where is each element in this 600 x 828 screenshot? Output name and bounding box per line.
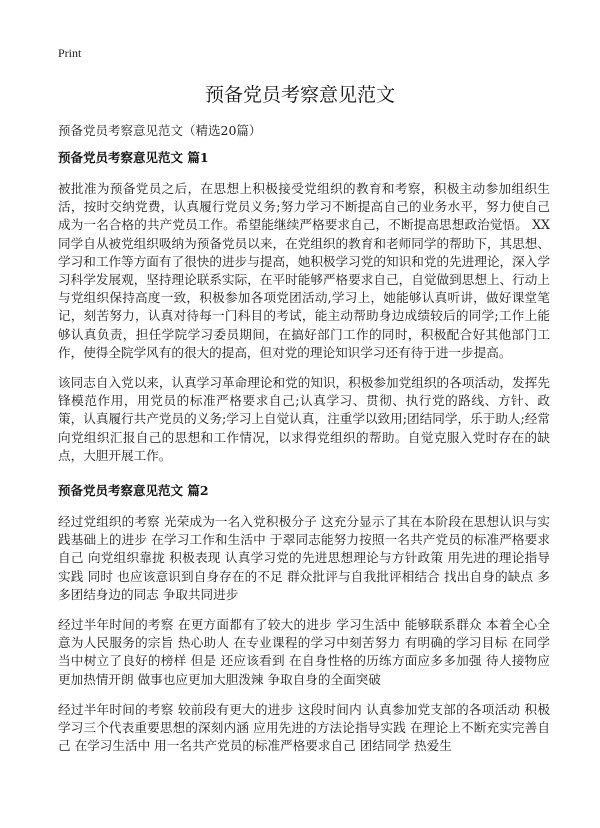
section-heading-1: 预备党员考察意见范文 篇1 [58, 150, 209, 165]
paragraph: 经过党组织的考察 光荣成为一名入党积极分子 这充分显示了其在本阶段在思想认识与实践基础上的进步 在学习工作和生活中 于翠同志能努力按照一名共产党员的标准严格要求自己 向党组织靠拢 积极表现 认真学习党的先进思想理论与方针政策 用先进的理论指导实践 同时 也应该意识到自身存在的不足 群众批评与自我批评相结合 找出自身的缺点 多多团结身边的同志 争取共同进步 [58, 514, 550, 602]
print-link[interactable]: Print [58, 46, 82, 60]
document-body [58, 150, 550, 767]
document-intro: 预备党员考察意见范文（精选20篇） [58, 123, 262, 138]
paragraph: 经过半年时间的考察 在更方面都有了较大的进步 学习生活中 能够联系群众 本着全心全意为人民服务的宗旨 热心助人 在专业课程的学习中刻苦努力 有明确的学习目标 在同学当中树立了良好的榜样 但是 还应该看到 在自身性格的历练方面应多多加强 待人接物应更加热情开朗 做事也应更加大胆泼辣 争取自身的全面突破 [58, 617, 550, 687]
section-heading-2: 预备党员考察意见范文 篇2 [58, 483, 209, 499]
document-title: 预备党员考察意见范文 [204, 84, 395, 106]
paragraph: 被批准为预备党员之后，在思想上积极接受党组织的教育和考察，积极主动参加组织生活，按时交纳党费，认真履行党员义务;努力学习不断提高自己的业务水平，努力使自己成为一名合格的共产党员工作。希望能继续严格要求自己，不断提高思想政治觉悟。 XX同学自从被党组织吸纳为预备党员以来，在党组织的教育和老师同学的帮助下，其思想、学习和工作等方面有了很快的进步与提高，她积极学习党的知识和党的先进理论，深入学习科学发展观，坚持理论联系实际，在平时能够严格要求自己，自觉做到思想上、行动上与党组织保持高度一致，积极参加各项党团活动,学习上，她能够认真听讲，做好课堂笔记，刻苦努力，认真对待每一门科目的考试，能主动帮助身边成绩较后的同学;工作上能够认真负责，担任学院学习委员期间，在搞好部门工作的同时，积极配合好其他部门工作，使得全院学风有的很大的提高，但对党的理论知识学习还有待于进一步提高。 [58, 181, 550, 360]
paragraph: 该同志自入党以来，认真学习革命理论和党的知识，积极参加党组织的各项活动，发挥先锋模范作用，用党员的标准严格要求自己;认真学习、贯彻、执行党的路线、方针、政策，认真履行共产党员的义务;学习上自觉认真，注重学以致用;团结同学，乐于助人;经常向党组织汇报自己的思想和工作情况，以求得党组织的帮助。自觉克服入党时存在的缺点，大胆开展工作。 [58, 375, 550, 463]
paragraph: 经过半年时间的考察 较前段有更大的进步 这段时间内 认真参加党支部的各项活动 积极学习三个代表重要思想的深刻内涵 应用先进的方法论指导实践 在理论上不断充实完善自己 在学习生活中 用一名共产党员的标准严格要求自己 团结同学 热爱生 [58, 701, 550, 754]
